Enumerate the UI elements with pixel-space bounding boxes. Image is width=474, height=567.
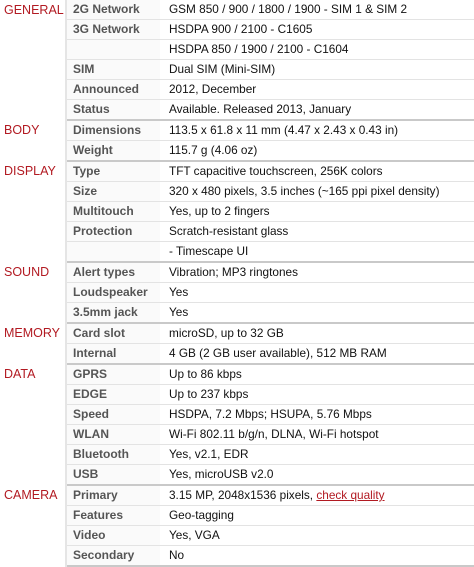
spec-section-camera <box>0 485 474 566</box>
spec-value: GSM 850 / 900 / 1800 / 1900 - SIM 1 & SIM 2 <box>169 2 408 16</box>
spec-value-cell <box>160 445 474 465</box>
spec-value: 3.15 MP, 2048x1536 pixels, <box>169 488 317 502</box>
spec-value-cell <box>160 100 474 121</box>
spec-value-cell <box>160 40 474 60</box>
spec-row <box>0 202 474 222</box>
spec-label: Weight <box>66 141 160 162</box>
spec-value-cell <box>160 303 474 324</box>
spec-row <box>0 364 474 385</box>
spec-label <box>66 242 160 263</box>
spec-section-display <box>0 161 474 262</box>
spec-label: USB <box>66 465 160 486</box>
spec-section-body <box>0 120 474 161</box>
spec-row <box>0 262 474 283</box>
spec-label: WLAN <box>66 425 160 445</box>
spec-label: 3.5mm jack <box>66 303 160 324</box>
spec-value: Up to 237 kbps <box>169 387 249 401</box>
spec-row <box>0 465 474 486</box>
spec-value: - Timescape UI <box>169 244 249 258</box>
spec-category: CAMERA <box>0 485 66 566</box>
spec-section-general <box>0 0 474 120</box>
spec-value: 4 GB (2 GB user available), 512 MB RAM <box>169 346 387 360</box>
spec-value: TFT capacitive touchscreen, 256K colors <box>169 164 383 178</box>
spec-label: Status <box>66 100 160 121</box>
spec-row <box>0 40 474 60</box>
spec-value-cell <box>160 506 474 526</box>
spec-row <box>0 303 474 324</box>
check-quality-link[interactable]: check quality <box>316 488 385 502</box>
spec-label: GPRS <box>66 364 160 385</box>
spec-row <box>0 506 474 526</box>
spec-value: microSD, up to 32 GB <box>169 326 284 340</box>
spec-value-cell <box>160 202 474 222</box>
spec-value: No <box>169 548 185 562</box>
spec-value-cell <box>160 385 474 405</box>
spec-row <box>0 60 474 80</box>
spec-row <box>0 141 474 162</box>
spec-label: Features <box>66 506 160 526</box>
spec-value: Yes, microUSB v2.0 <box>169 467 274 481</box>
spec-category: DISPLAY <box>0 161 66 262</box>
spec-row <box>0 425 474 445</box>
spec-category: GENERAL <box>0 0 66 120</box>
spec-label: Type <box>66 161 160 182</box>
spec-value-cell <box>160 262 474 283</box>
spec-row <box>0 120 474 141</box>
spec-value: Up to 86 kbps <box>169 367 242 381</box>
spec-row <box>0 405 474 425</box>
spec-value: HSDPA 850 / 1900 / 2100 - C1604 <box>169 42 349 56</box>
spec-value: Yes, VGA <box>169 528 220 542</box>
spec-value-cell <box>160 80 474 100</box>
spec-row <box>0 242 474 263</box>
spec-value-cell <box>160 364 474 385</box>
spec-label: Loudspeaker <box>66 283 160 303</box>
spec-category: SOUND <box>0 262 66 323</box>
spec-section-data <box>0 364 474 485</box>
spec-row <box>0 283 474 303</box>
spec-section-sound <box>0 262 474 323</box>
spec-value-cell <box>160 60 474 80</box>
spec-label <box>66 40 160 60</box>
spec-label: Size <box>66 182 160 202</box>
spec-label: Primary <box>66 485 160 506</box>
spec-value: Yes <box>169 285 189 299</box>
spec-category: BODY <box>0 120 66 161</box>
spec-label: SIM <box>66 60 160 80</box>
spec-label: Internal <box>66 344 160 365</box>
spec-value: Yes, up to 2 fingers <box>169 204 270 218</box>
spec-category: DATA <box>0 364 66 485</box>
spec-label: Announced <box>66 80 160 100</box>
spec-value: HSDPA 900 / 2100 - C1605 <box>169 22 313 36</box>
spec-value-cell <box>160 344 474 365</box>
spec-category: MEMORY <box>0 323 66 364</box>
spec-value-cell <box>160 20 474 40</box>
spec-value: Available. Released 2013, January <box>169 102 352 116</box>
spec-row <box>0 445 474 465</box>
spec-value-cell <box>160 546 474 567</box>
spec-label: Video <box>66 526 160 546</box>
spec-value-cell <box>160 182 474 202</box>
spec-value: Vibration; MP3 ringtones <box>169 265 298 279</box>
spec-value-cell <box>160 485 474 506</box>
spec-value-cell <box>160 405 474 425</box>
spec-value: HSDPA, 7.2 Mbps; HSUPA, 5.76 Mbps <box>169 407 372 421</box>
spec-label: Secondary <box>66 546 160 567</box>
spec-row <box>0 485 474 506</box>
spec-label: Multitouch <box>66 202 160 222</box>
spec-label: Speed <box>66 405 160 425</box>
spec-label: Bluetooth <box>66 445 160 465</box>
spec-value-cell <box>160 120 474 141</box>
spec-row <box>0 344 474 365</box>
spec-value-cell <box>160 222 474 242</box>
spec-row <box>0 100 474 121</box>
spec-value: 320 x 480 pixels, 3.5 inches (~165 ppi pixel density) <box>169 184 440 198</box>
spec-row <box>0 385 474 405</box>
spec-label: 3G Network <box>66 20 160 40</box>
spec-section-memory <box>0 323 474 364</box>
spec-value-cell <box>160 161 474 182</box>
spec-row <box>0 161 474 182</box>
spec-value: Yes, v2.1, EDR <box>169 447 249 461</box>
spec-label: Alert types <box>66 262 160 283</box>
spec-value: 115.7 g (4.06 oz) <box>169 143 258 157</box>
spec-label: Protection <box>66 222 160 242</box>
spec-label: 2G Network <box>66 0 160 20</box>
spec-row <box>0 323 474 344</box>
spec-value-cell <box>160 0 474 20</box>
spec-label: Card slot <box>66 323 160 344</box>
spec-row <box>0 182 474 202</box>
spec-row <box>0 222 474 242</box>
spec-row <box>0 20 474 40</box>
spec-value: Yes <box>169 305 189 319</box>
spec-value: Wi-Fi 802.11 b/g/n, DLNA, Wi-Fi hotspot <box>169 427 379 441</box>
spec-value: Dual SIM (Mini-SIM) <box>169 62 276 76</box>
spec-label: Dimensions <box>66 120 160 141</box>
spec-row <box>0 0 474 20</box>
spec-value: 113.5 x 61.8 x 11 mm (4.47 x 2.43 x 0.43 in) <box>169 123 399 137</box>
spec-value: Scratch-resistant glass <box>169 224 289 238</box>
spec-value-cell <box>160 465 474 486</box>
spec-row <box>0 546 474 567</box>
spec-label: EDGE <box>66 385 160 405</box>
spec-value-cell <box>160 323 474 344</box>
spec-row <box>0 80 474 100</box>
spec-value-cell <box>160 283 474 303</box>
spec-value-cell <box>160 425 474 445</box>
spec-value: Geo-tagging <box>169 508 234 522</box>
spec-value: 2012, December <box>169 82 257 96</box>
spec-value-cell <box>160 141 474 162</box>
spec-value-cell <box>160 242 474 263</box>
